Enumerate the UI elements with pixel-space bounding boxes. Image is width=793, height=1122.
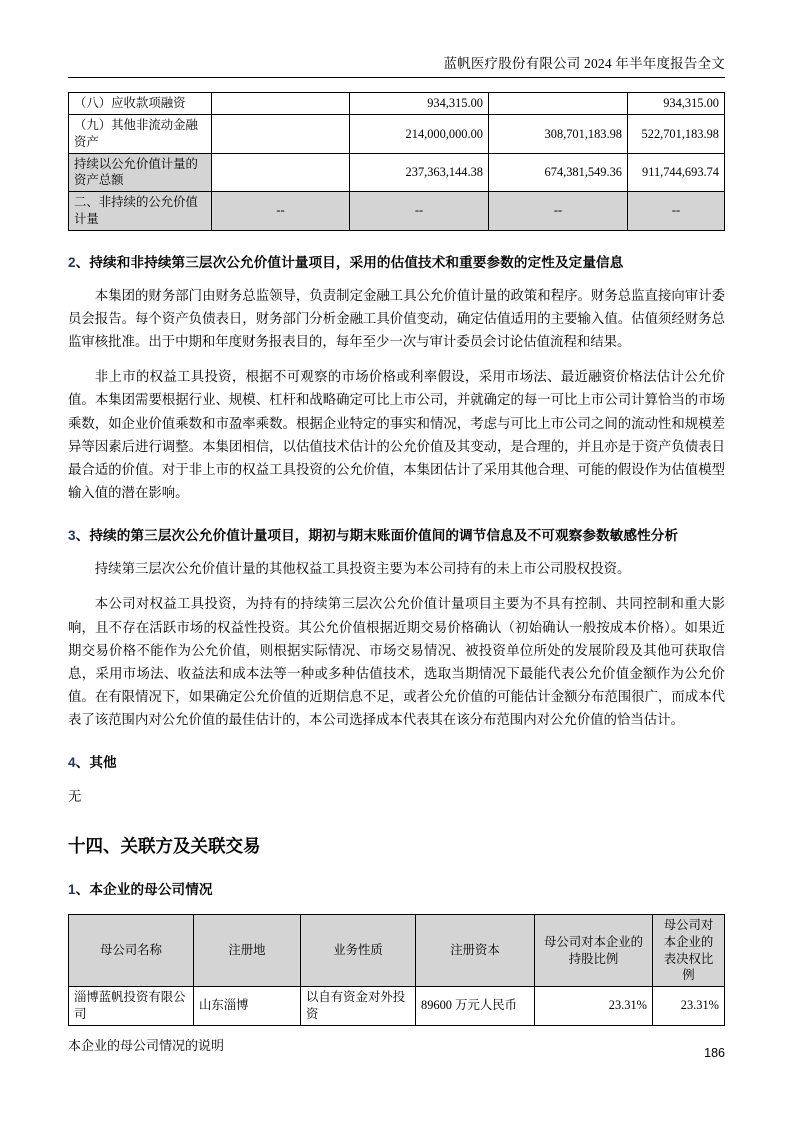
row-value-col4: -- [628,192,725,230]
table-row [69,115,725,153]
cell-voting-ratio: 23.31% [653,987,725,1025]
running-header-title: 蓝帆医疗股份有限公司 2024 年半年度报告全文 [443,56,725,71]
row-label: （九）其他非流动金融资产 [69,115,212,153]
heading-number: 3 [68,527,76,543]
cell-shareholding-ratio: 23.31% [535,987,653,1025]
table-row [69,987,725,1025]
column-header-shareholding: 母公司对本企业的持股比例 [535,915,653,987]
heading-number: 4 [68,754,76,770]
row-value-col2: 237,363,144.38 [350,153,489,191]
table-row [69,153,725,191]
heading-section-14: 十四、关联方及关联交易 [68,835,261,856]
row-value-col1 [212,115,350,153]
row-value-col1 [212,153,350,191]
row-value-col2: 934,315.00 [350,93,489,115]
row-value-col3: 674,381,549.36 [489,153,628,191]
heading-text: 、持续和非持续第三层次公允价值计量项目，采用的估值技术和重要参数的定性及定量信息 [75,254,624,270]
header-divider [68,77,725,78]
row-value-col1: -- [212,192,350,230]
heading-number: 2 [68,254,76,270]
section-2-paragraph-2: 非上市的权益工具投资，根据不可观察的市场价格或利率假设，采用市场法、最近融资价格法估计公允价值。本集团需要根据行业、规模、杠杆和战略确定可比上市公司，并就确定的每一可比上市公司计算恰当的市场乘数，如企业价值乘数和市盈率乘数。根据企业特定的事实和情况，考虑与可比上市公司之间的流动性和规模差异等因素后进行调整。本集团相信，以估值技术估计的公允价值及其变动，是合理的，并且亦是于资产负债表日最合适的价值。对于非上市的权益工具投资的公允价值，本集团估计了采用其他合理、可能的假设作为估值模型输入值的潜在影响。 [68,369,725,500]
heading-section-4 [68,753,725,773]
row-value-col2: -- [350,192,489,230]
heading-text: 、持续的第三层次公允价值计量项目，期初与期末账面价值间的调节信息及不可观察参数敏感性分析 [75,527,679,543]
cell-business-nature: 以自有资金对外投资 [301,987,416,1025]
fair-value-measurement-table [68,92,725,230]
row-value-col2: 214,000,000.00 [350,115,489,153]
column-header-name: 母公司名称 [69,915,194,987]
row-value-col4: 934,315.00 [628,93,725,115]
row-value-col3 [489,93,628,115]
row-label: （八）应收款项融资 [69,93,212,115]
heading-text: 、其他 [75,754,117,770]
column-header-place: 注册地 [194,915,301,987]
row-label: 持续以公允价值计量的资产总额 [69,153,212,191]
column-header-capital: 注册资本 [416,915,535,987]
cell-parent-name: 淄博蓝帆投资有限公司 [69,987,194,1025]
parent-company-table [68,914,725,1025]
section-2-paragraph-1: 本集团的财务部门由财务总监领导，负责制定金融工具公允价值计量的政策和程序。财务总监直接向审计委员会报告。每个资产负债表日，财务部门分析金融工具价值变动，确定估值适用的主要输入值。估值须经财务总监审核批准。出于中期和年度财务报表目的，每年至少一次与审计委员会讨论估值流程和结果。 [68,288,725,350]
column-header-business: 业务性质 [301,915,416,987]
section-3-paragraph-1: 持续第三层次公允价值计量的其他权益工具投资主要为本公司持有的未上市公司股权投资。 [94,561,631,577]
heading-section-2 [68,253,725,273]
table-row [69,93,725,115]
heading-section-3 [68,526,725,546]
parent-company-note: 本企业的母公司情况的说明 [68,1037,225,1053]
cell-registered-capital: 89600 万元人民币 [416,987,535,1025]
row-value-col3: -- [489,192,628,230]
column-header-voting: 母公司对本企业的表决权比例 [653,915,725,987]
row-value-col4: 911,744,693.74 [628,153,725,191]
section-3-paragraph-2: 本公司对权益工具投资，为持有的持续第三层次公允价值计量项目主要为不具有控制、共同控制和重大影响，且不存在活跃市场的权益性投资。其公允价值根据近期交易价格确认（初始确认一般按成本价格）。如果近期交易价格不能作为公允价值，则根据实际情况、市场交易情况、被投资单位所处的发展阶段及其他可获取信息，采用市场法、收益法和成本法等一种或多种估值技术，选取当期情况下最能代表公允价值金额作为公允价值。在有限情况下，如果确定公允价值的近期信息不足，或者公允价值的可能估计金额分布范围很广，而成本代表了该范围内对公允价值的最佳估计的，本公司选择成本代表其在该分布范围内对公允价值的恰当估计。 [68,596,725,727]
table-header-row [69,915,725,987]
heading-section-14-1 [68,880,725,900]
page-number: 186 [704,1046,725,1060]
heading-number: 1 [68,882,76,898]
row-label: 二、非持续的公允价值计量 [69,192,212,230]
cell-registered-place: 山东淄博 [194,987,301,1025]
row-value-col4: 522,701,183.98 [628,115,725,153]
row-value-col3: 308,701,183.98 [489,115,628,153]
heading-text: 、本企业的母公司情况 [75,882,213,898]
page-running-header [68,0,725,78]
row-value-col1 [212,93,350,115]
section-4-body: 无 [68,789,82,805]
table-row [69,192,725,230]
